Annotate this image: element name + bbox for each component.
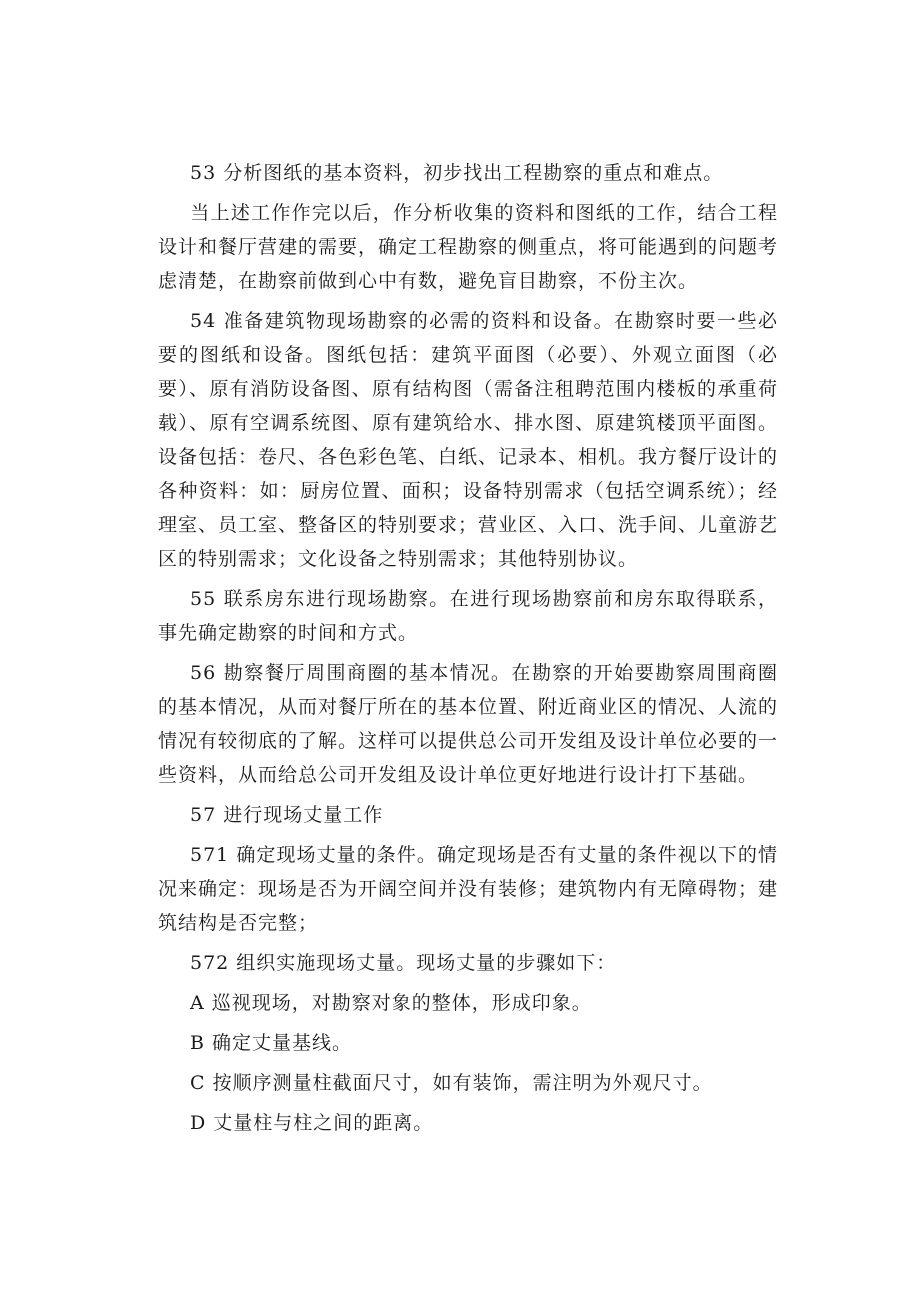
paragraph-text: 55 联系房东进行现场勘察。在进行现场勘察前和房东取得联系，事先确定勘察的时间和方式。 — [158, 588, 778, 644]
paragraph-text: C 按顺序测量柱截面尺寸，如有装饰，需注明为外观尺寸。 — [190, 1072, 713, 1094]
paragraph-text: 571 确定现场丈量的条件。确定现场是否有丈量的条件视以下的情况来确定：现场是否为开阔空间并没有装修；建筑物内有无障碍物；建筑结构是否完整； — [158, 844, 779, 934]
paragraph-571 — [158, 838, 778, 940]
paragraph-55 — [158, 582, 778, 650]
paragraph-text: 53 分析图纸的基本资料，初步找出工程勘察的重点和难点。 — [190, 162, 724, 184]
paragraph-text: 当上述工作作完以后，作分析收集的资料和图纸的工作，结合工程设计和餐厅营建的需要，确定工程勘察的侧重点，将可能遇到的问题考虑清楚，在勘察前做到心中有数，避免盲目勘察，不份主次。 — [158, 202, 779, 292]
paragraph-text: 572 组织实施现场丈量。现场丈量的步骤如下： — [190, 952, 617, 974]
step-c — [158, 1066, 778, 1100]
paragraph-text: 57 进行现场丈量工作 — [190, 804, 384, 826]
paragraph-summary — [158, 196, 778, 298]
paragraph-text: 54 准备建筑物现场勘察的必需的资料和设备。在勘察时要一些必要的图纸和设备。图纸包括：建筑平面图（必要）、外观立面图（必要）、原有消防设备图、原有结构图（需备注租聘范围内楼板的承重荷载）、原有空调系统图、原有建筑给水、排水图、原建筑楼顶平面图。设备包括：卷尺、各色彩色笔、白纸、记录本、相机。我方餐厅设计的各种资料：如：厨房位置、面积；设备特别需求（包括空调系统）；经理室、员工室、整备区的特别要求；营业区、入口、洗手间、儿童游艺区的特别需求；文化设备之特别需求；其他特别协议。 — [158, 310, 779, 570]
paragraph-text: 56 勘察餐厅周围商圈的基本情况。在勘察的开始要勘察周围商圈的基本情况，从而对餐厅所在的基本位置、附近商业区的情况、人流的情况有较彻底的了解。这样可以提供总公司开发组及设计单位必要的一些资料，从而给总公司开发组及设计单位更好地进行设计打下基础。 — [158, 662, 779, 786]
step-d — [158, 1106, 778, 1140]
paragraph-572 — [158, 946, 778, 980]
paragraph-53 — [158, 156, 778, 190]
paragraph-text: A 巡视现场，对勘察对象的整体，形成印象。 — [190, 992, 592, 1014]
step-a — [158, 986, 778, 1020]
paragraph-text: B 确定丈量基线。 — [190, 1032, 353, 1054]
document-body — [158, 156, 778, 1146]
paragraph-54 — [158, 304, 778, 576]
paragraph-56 — [158, 656, 778, 792]
paragraph-text: D 丈量柱与柱之间的距离。 — [190, 1112, 434, 1134]
paragraph-57 — [158, 798, 778, 832]
step-b — [158, 1026, 778, 1060]
